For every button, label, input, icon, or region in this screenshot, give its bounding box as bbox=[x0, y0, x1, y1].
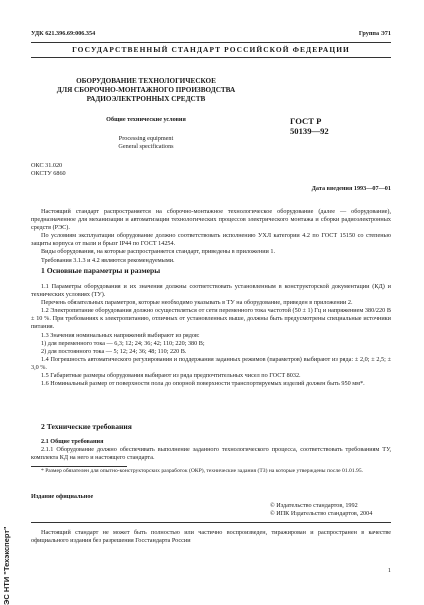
intro-paragraph-2: По условиям эксплуатации оборудование должно соответствовать исполнению УХЛ категории 4.2 по ГОСТ 15150 со степенью защиты корпуса от пыли и брызг IP44 по ГОСТ 14254. bbox=[31, 232, 391, 248]
title-line-3: РАДИОЭЛЕКТРОННЫХ СРЕДСТВ bbox=[86, 95, 206, 104]
clause-1-3-ac: 1) для переменного тока — 6,3; 12; 24; 36; 42; 110; 220; 380 В; bbox=[41, 339, 205, 347]
okstu-code: ОКСТУ 6860 bbox=[31, 170, 66, 178]
classification-codes bbox=[31, 162, 66, 178]
clause-1-3: 1.3 Значения номинальных напряжений выбирают из рядов: bbox=[41, 331, 200, 339]
english-title-line-1: Processing equipment bbox=[118, 135, 174, 142]
copyright-rule bbox=[31, 522, 391, 523]
english-title-line-2: General specifications bbox=[118, 143, 174, 151]
copyright-block bbox=[270, 502, 372, 518]
footnote-text: * Размер обязателен для опытно-конструкторских разработок (ОКР), технические задания (ТЗ) на которые утверждены после 01.01.95. bbox=[41, 468, 364, 474]
section-2-heading: 2 Технические требования bbox=[41, 422, 132, 431]
section-2-text bbox=[31, 446, 391, 462]
title-line-1: ОБОРУДОВАНИЕ ТЕХНОЛОГИЧЕСКОЕ bbox=[76, 77, 216, 85]
oks-code: ОКС 31.020 bbox=[31, 162, 63, 169]
subsection-2-1-heading: 2.1 Общие требования bbox=[41, 438, 104, 445]
copyright-2004: © ИПК Издательство стандартов, 2004 bbox=[270, 510, 373, 518]
section-1-heading: 1 Основные параметры и размеры bbox=[41, 266, 161, 275]
footnote bbox=[31, 468, 391, 475]
clause-1-6: 1.6 Номинальный размер от поверхности пола до опорной поверхности транспортируемых изделий должен быть 950 мм*. bbox=[41, 380, 365, 388]
side-stamp: ЭС НТИ "Техэксперт" bbox=[2, 526, 11, 605]
title-subtitle: Общие технические условия bbox=[106, 116, 186, 123]
clause-1-1: 1.1 Параметры оборудования и их значения должны соответствовать установленным в конструкторской документации (КД) и технических условиях (ТУ). bbox=[31, 283, 391, 299]
copyright-1992: © Издательство стандартов, 1992 bbox=[270, 502, 358, 509]
group-code: Группа Э71 bbox=[358, 30, 391, 37]
state-standard-banner: ГОСУДАРСТВЕННЫЙ СТАНДАРТ РОССИЙСКОЙ ФЕДЕРАЦИИ bbox=[72, 45, 350, 54]
header-rule-bottom bbox=[31, 57, 391, 58]
clause-1-5: 1.5 Габаритные размеры оборудования выбирают из ряда предпочтительных чисел по ГОСТ 8032. bbox=[41, 372, 301, 380]
introduction-date: Дата введения 1993—07—01 bbox=[311, 185, 391, 192]
section-1-text bbox=[31, 283, 391, 388]
page-number: 1 bbox=[387, 567, 391, 574]
gost-designation bbox=[290, 116, 329, 136]
header-rule-top bbox=[31, 42, 391, 43]
footnote-rule bbox=[31, 466, 127, 467]
english-title bbox=[31, 135, 261, 151]
clause-1-3-dc: 2) для постоянного тока — 5; 12; 24; 36; 48; 110; 220 В. bbox=[41, 347, 187, 355]
gost-label: ГОСТ Р bbox=[290, 116, 322, 126]
document-title bbox=[31, 77, 261, 105]
official-edition-label: Издание официальное bbox=[31, 493, 94, 500]
clause-1-2: 1.2 Электропитание оборудования должно осуществляться от сети переменного тока частотой (50 ± 1) Гц и напряжением 380/220 В ± 10 %. При требованиях к электропитанию, отличных от установленных выше, должны быть предусмотрены специальные источники питания. bbox=[31, 307, 391, 331]
clause-1-1-list-note: Перечень обязательных параметров, которые необходимо указывать в ТУ на оборудование, приведен в приложении 2. bbox=[41, 299, 353, 307]
clause-1-4: 1.4 Погрешность автоматического регулирования и поддержания заданных режимов (параметров) выбирают из ряда: ± 2,0; ± 2,5; ± 3,0 %. bbox=[31, 355, 391, 371]
title-line-2: ДЛЯ СБОРОЧНО-МОНТАЖНОГО ПРОИЗВОДСТВА bbox=[56, 86, 236, 95]
reproduction-notice bbox=[31, 529, 391, 545]
intro-paragraph-1: Настоящий стандарт распространяется на сборочно-монтажное технологическое оборудование (далее — оборудование), предназначенное для механизации и автоматизации технологических процессов электрического монтажа и сборки радиоэлектронных средств (РЭС). bbox=[31, 208, 391, 232]
gost-number: 50139—92 bbox=[290, 126, 329, 136]
intro-paragraph-3: Виды оборудования, на которые распространяется стандарт, приведены в приложении 1. bbox=[41, 248, 275, 256]
intro-paragraph-4: Требования 3.1.3 и 4.2 являются рекомендуемыми. bbox=[41, 256, 175, 264]
reproduction-notice-text: Настоящий стандарт не может быть полностью или частично воспроизведен, тиражирован и распространен в качестве официального издания без разрешения Госстандарта России bbox=[31, 529, 391, 545]
udk-code: УДК 621.396.69:006.354 bbox=[31, 30, 96, 37]
clause-2-1-1: 2.1.1 Оборудование должно обеспечивать выполнение заданного технологического процесса, соответствовать требованиям ТУ, комплекта КД на него и настоящего стандарта. bbox=[31, 446, 391, 462]
intro-text bbox=[31, 208, 391, 265]
